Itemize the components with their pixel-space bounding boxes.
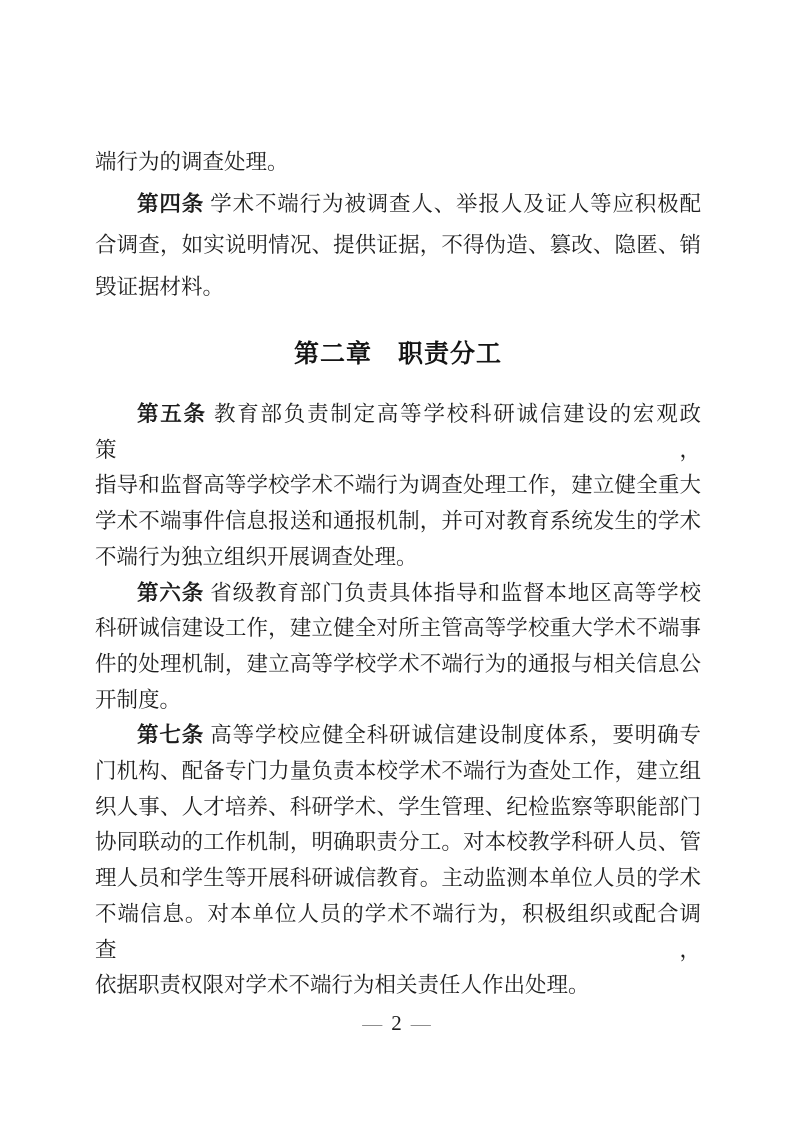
text-segment: 依据职责权限对学术不端行为相关责任人作出处理。 <box>95 973 590 998</box>
footer-dash-right: — <box>410 1013 431 1035</box>
paragraph <box>95 184 701 309</box>
text-line <box>95 468 701 504</box>
text-line <box>95 718 701 754</box>
article-number: 第六条 <box>137 580 205 605</box>
text-segment: 毁证据材料。 <box>95 274 225 299</box>
text-line <box>95 267 701 309</box>
text-line <box>95 825 701 861</box>
page-number: 2 <box>391 1011 402 1035</box>
article-number: 第五条 <box>137 402 207 426</box>
text-line <box>95 504 701 540</box>
text-segment: 理人员和学生等开展科研诚信教育。主动监测本单位人员的学术 <box>95 866 701 891</box>
text-segment: 不端行为独立组织开展调查处理。 <box>95 544 418 569</box>
text-segment: 件的处理机制，建立高等学校学术不端行为的通报与相关信息公 <box>95 651 701 676</box>
text-segment: 科研诚信建设工作，建立健全对所主管高等学校重大学术不端事 <box>95 616 701 641</box>
paragraph <box>95 397 701 576</box>
text-segment: 学术不端行为被调查人、举报人及证人等应积极配 <box>204 191 701 216</box>
text-line <box>95 540 701 576</box>
text-segment: 端行为的调查处理。 <box>95 150 289 174</box>
text-line <box>95 225 701 267</box>
text-segment: 协同联动的工作机制，明确职责分工。对本校教学科研人员、管 <box>95 830 701 855</box>
text-segment: 织人事、人才培养、科研学术、学生管理、纪检监察等职能部门 <box>95 794 701 819</box>
text-line <box>95 647 701 683</box>
text-line <box>95 754 701 790</box>
text-line <box>95 397 701 468</box>
text-segment: 开制度。 <box>95 687 182 712</box>
text-line <box>95 790 701 826</box>
text-segment: 高等学校应健全科研诚信建设制度体系，要明确专 <box>204 723 701 748</box>
text-line <box>95 142 701 184</box>
text-line <box>95 968 701 1004</box>
article-number: 第四条 <box>137 191 205 216</box>
paragraph <box>95 142 701 184</box>
text-segment: 省级教育部门负责具体指导和监督本地区高等学校 <box>204 580 701 605</box>
text-line <box>95 184 701 226</box>
text-line <box>95 861 701 897</box>
text-line <box>95 897 701 968</box>
page-footer <box>0 1009 793 1038</box>
text-line <box>95 611 701 647</box>
text-line <box>95 576 701 612</box>
text-segment: 学术不端事件信息报送和通报机制，并可对教育系统发生的学术 <box>95 509 701 534</box>
text-segment: 指导和监督高等学校学术不端行为调查处理工作，建立健全重大 <box>95 473 701 498</box>
text-segment: 合调查，如实说明情况、提供证据，不得伪造、篡改、隐匿、销 <box>95 233 701 257</box>
paragraph <box>95 576 701 719</box>
footer-dash-left: — <box>362 1013 383 1035</box>
paragraph <box>95 718 701 1004</box>
document-body <box>95 142 701 1004</box>
chapter-heading: 第二章 职责分工 <box>293 340 502 368</box>
article-number: 第七条 <box>137 723 205 748</box>
text-segment: 门机构、配备专门力量负责本校学术不端行为查处工作，建立组 <box>95 759 701 784</box>
text-segment: 教育部负责制定高等学校科研诚信建设的宏观政策， <box>95 402 701 462</box>
text-segment: 不端信息。对本单位人员的学术不端行为，积极组织或配合调查， <box>95 901 701 962</box>
text-line <box>95 683 701 719</box>
